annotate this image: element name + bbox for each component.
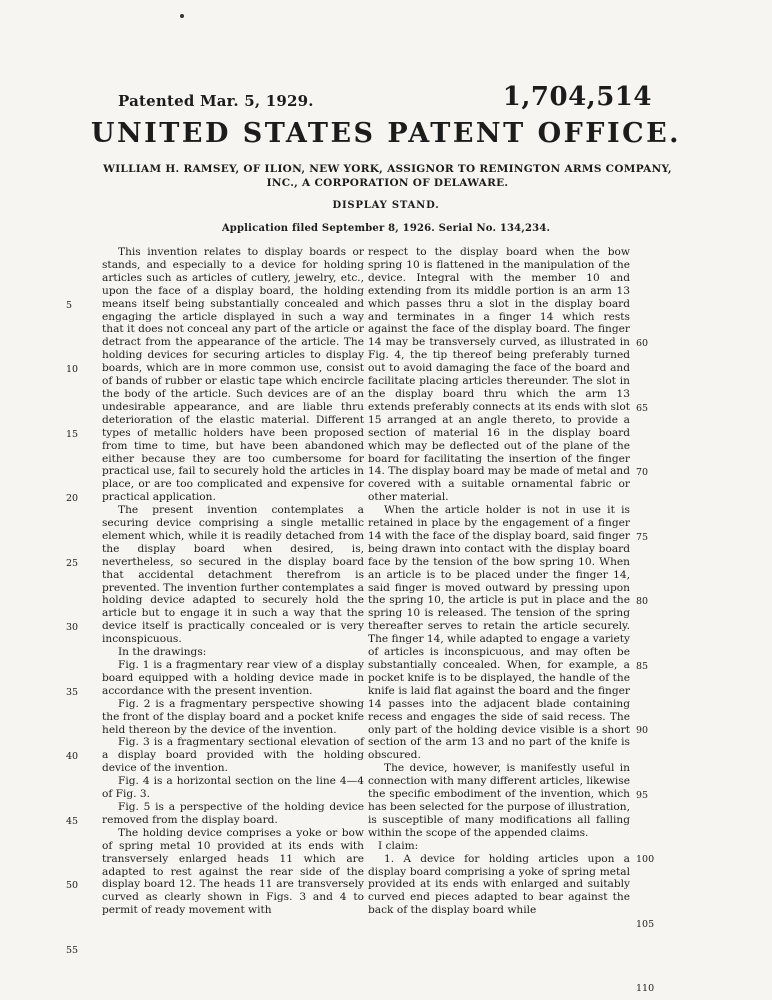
line-number: 60 [636, 338, 649, 350]
patent-number: 1,704,514 [502, 82, 652, 112]
line-number: 100 [636, 854, 655, 866]
paragraph: Fig. 4 is a horizontal section on the line 4—4 of Fig. 3. [102, 775, 364, 801]
line-number: 75 [636, 531, 649, 543]
line-number: 35 [66, 686, 79, 698]
left-column [102, 246, 364, 917]
right-column [368, 246, 630, 917]
paragraph: Fig. 1 is a fragmentary rear view of a display board equipped with a holding device made in accordance with the present invention. [102, 659, 364, 697]
line-number: 110 [636, 983, 655, 995]
line-number: 45 [66, 815, 79, 827]
paragraph: Fig. 3 is a fragmentary sectional elevation of a display board provided with the holding device of the invention. [102, 736, 364, 775]
office-title: UNITED STATES PATENT OFFICE. [90, 118, 682, 149]
line-number: 70 [636, 467, 649, 479]
inventor-line: WILLIAM H. RAMSEY, OF ILION, NEW YORK, ASSIGNOR TO REMINGTON ARMS COMPANY, INC., A CORPORATION OF DELAWARE. [103, 163, 672, 189]
speck-mark [180, 14, 184, 18]
line-number: 50 [66, 880, 79, 892]
line-number: 30 [66, 622, 79, 634]
line-number: 10 [66, 364, 79, 376]
paragraph: Fig. 5 is a perspective of the holding device removed from the display board. [102, 800, 364, 826]
line-number: 80 [636, 596, 649, 608]
line-number: 25 [66, 557, 79, 569]
claim-paragraph: 1. A device for holding articles upon a display board comprising a yoke of spring metal provided at its ends with enlarged and suitably curved end pieces adapted to bear against the back of the display board while [368, 852, 630, 917]
claims-heading: I claim: [378, 839, 419, 852]
line-number: 90 [636, 725, 649, 737]
line-number: 40 [66, 751, 79, 763]
patent-subject: DISPLAY STAND. [332, 200, 440, 211]
patented-date: Patented Mar. 5, 1929. [118, 92, 314, 110]
paragraph: When the article holder is not in use it is retained in place by the engagement of a finger 14 with the face of the display board, said finger being drawn into contact with the display board face by the tension of the bow spring 10. When an article is to be placed under the finger 14, said finger is moved outward by pressing upon the spring 10, the article is put in place and the spring 10 is released. The tension of the spring thereafter serves to retain the article securely. The finger 14, while adapted to engage a variety of articles is inconspicuous, and may often be substantially concealed. When, for example, a pocket knife is to be displayed, the handle of the knife is laid flat against the board and the finger 14 passes into the adjacent blade containing recess and engages the side of said recess. The only part of the holding device visible is a short section of the arm 13 and no part of the knife is obscured. [368, 504, 630, 762]
patent-header-row [108, 82, 652, 122]
line-number: 65 [636, 402, 649, 414]
line-number: 55 [66, 944, 79, 956]
application-line: Application filed September 8, 1926. Serial No. 134,234. [221, 223, 551, 234]
line-number: 15 [66, 428, 79, 440]
line-number: 5 [66, 299, 73, 311]
paragraph: This invention relates to display boards or stands, and especially to a device for holding articles such as articles of cutlery, jewelry, etc., upon the face of a display board, the holding means itself being substantially concealed and engaging the article displayed in such a way that it does not conceal any part of the article or detract from the appearance of the article. The holding devices for securing articles to display boards, which are in more common use, consist of bands of rubber or elastic tape which encircle the body of the article. Such devices are of an undesirable appearance, and are liable thru deterioration of the elastic material. Different types of metallic holders have been proposed from time to time, but have been abandoned either because they are too cumbersome for practical use, fail to securely hold the articles in place, or are too complicated and expensive for practical application. [102, 246, 364, 504]
paragraph: The present invention contemplates a securing device comprising a single metallic element which, while it is readily detached from the display board when desired, is, nevertheless, so secured in the display board that accidental detachment therefrom is prevented. The invention further contemplates a holding device adapted to securely hold the article but to engage it in such a way that the device itself is practically concealed or is very inconspicuous. [102, 504, 364, 646]
paragraph: In the drawings: [118, 646, 207, 659]
paragraph: The device, however, is manifestly useful in connection with many different articles, likewise the specific embodiment of the invention, which has been selected for the purpose of illustration, is susceptible of many modifications all falling within the scope of the appended claims. [368, 762, 630, 839]
line-number: 105 [636, 918, 655, 930]
paragraph: Fig. 2 is a fragmentary perspective showing the front of the display board and a pocket knife held thereon by the device of the invention. [102, 697, 364, 736]
paragraph: respect to the display board when the bow spring 10 is flattened in the manipulation of the device. Integral with the member 10 and extending from its middle portion is an arm 13 which passes thru a slot in the display board and terminates in a finger 14 which rests against the face of the display board. The finger 14 may be transversely curved, as illustrated in Fig. 4, the tip thereof being preferably turned out to avoid damaging the face of the board and facilitate placing articles thereunder. The slot in the display board thru which the arm 13 extends preferably connects at its ends with slot 15 arranged at an angle thereto, to provide a section of material 16 in the display board which may be deflected out of the plane of the board for facilitating the insertion of the finger 14. The display board may be made of metal and covered with a suitable ornamental fabric or other material. [368, 246, 631, 504]
line-number: 95 [636, 789, 649, 801]
paragraph: The holding device comprises a yoke or bow of spring metal 10 provided at its ends with transversely enlarged heads 11 which are adapted to rest against the rear side of the display board 12. The heads 11 are transversely curved as clearly shown in Figs. 3 and 4 to permit of ready movement with [102, 826, 364, 917]
line-number: 20 [66, 493, 79, 505]
line-number: 85 [636, 660, 649, 672]
